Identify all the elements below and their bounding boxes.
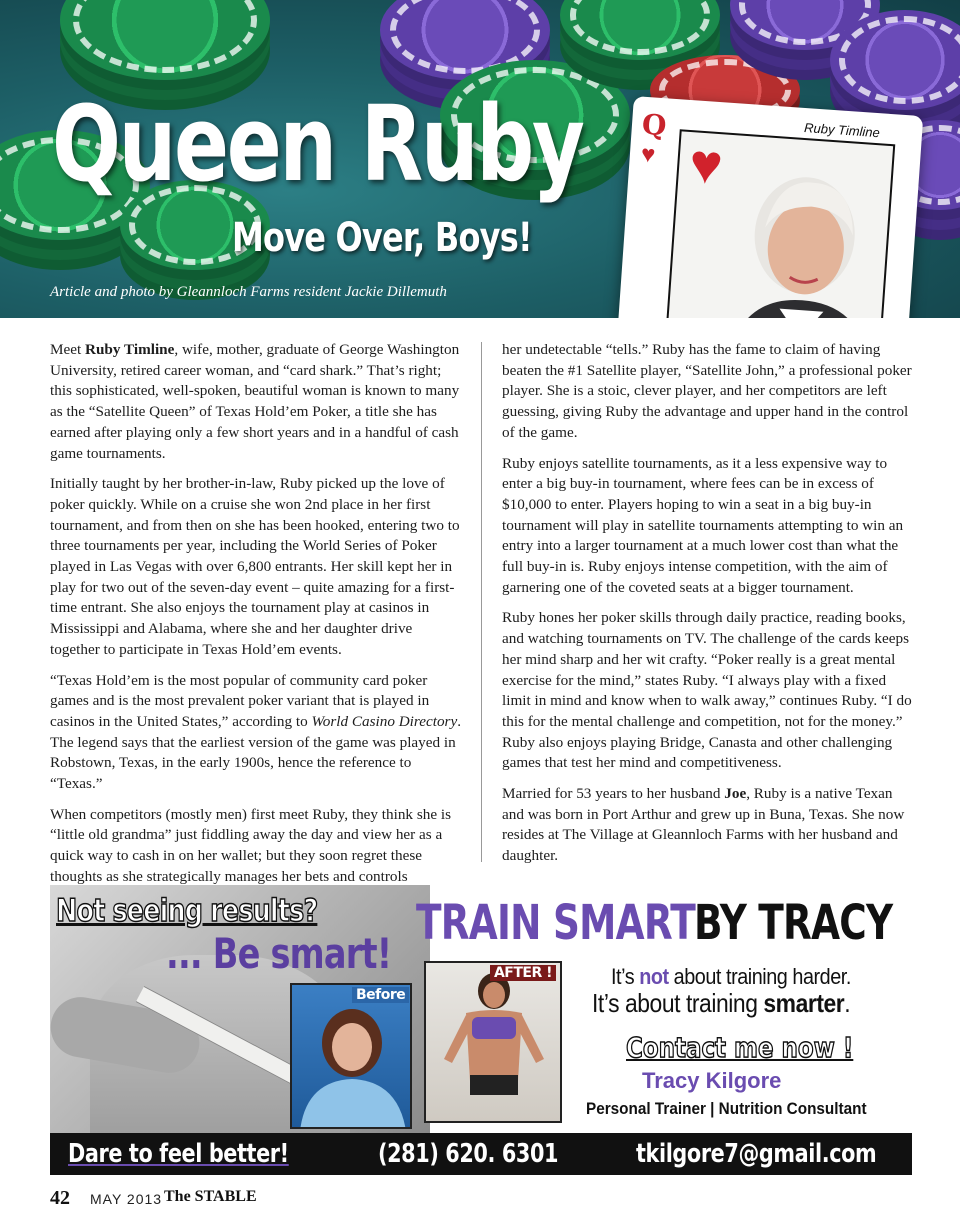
before-woman-image (292, 985, 412, 1129)
ad-subheadline: ... Be smart! (166, 929, 392, 978)
after-photo (424, 961, 562, 1123)
poker-chip-green (560, 0, 720, 60)
ad-slogan: Dare to feel better! (68, 1139, 289, 1169)
advertisement-train-smart (50, 885, 912, 1175)
article-byline: Article and photo by Gleannloch Farms resident Jackie Dillemuth (50, 284, 447, 300)
article-column-right (502, 340, 914, 877)
card-portrait-frame (664, 129, 896, 318)
ad-tagline-smarter: It’s about training smarter. (592, 988, 851, 1018)
ad-contact-bar (50, 1133, 912, 1175)
card-suit-heart-icon: ♥ (640, 141, 657, 169)
ad-title-by-tracy: BY TRACY (694, 895, 893, 951)
page-number: 42 (50, 1187, 70, 1209)
poker-chip-green (60, 0, 270, 80)
after-label: AFTER ! (490, 965, 556, 981)
paragraph: “Texas Hold’em is the most popular of community card poker games and is the most prevalent poker variant that is played in casinos in the United States,” according to World Casino Directory. The legend says that the earliest version of the game was played in Robstown, Texas, in the early 1900s, hence the reference to “Texas.” (50, 671, 461, 793)
ad-email: tkilgore7@gmail.com (636, 1139, 877, 1169)
ad-title-train-smart: TRAIN SMART (416, 895, 695, 951)
article-subtitle: Move Over, Boys! (232, 215, 532, 261)
card-rank: Q (640, 107, 668, 143)
article-title: Queen Ruby (52, 83, 583, 205)
ruby-portrait-photo (706, 154, 890, 318)
large-heart-icon: ♥ (687, 133, 725, 198)
source-title: World Casino Directory (311, 712, 458, 730)
paragraph: Initially taught by her brother-in-law, Ruby picked up the love of poker quickly. While on a cruise she won 2nd place in her first tournament, and from then on she has been hooked, entering two to three tournaments per year, including the World Series of Poker played in Las Vegas with over 6,800 entrants. Her skill kept her in play for two out of the seven-day event – quite amazing for a first-time entrant. She also enjoys the tournament play at casinos in Mississippi and Alabama, where she and her daughter drive together to participate in Texas Hold’em events. (50, 475, 460, 658)
paragraph: Ruby enjoys satellite tournaments, as it a less expensive way to enter a big buy-in tournament, where fees can be in excess of $10,000 to enter. Players hoping to win a seat in a big buy-in tournament will play in satellite tournaments attempting to win an entry into a larger tournament at a much lower cost than what the full buy-in is. Ruby enjoys intense competition, with the aim of garnering one of the coveted seats at a bigger tournament. (502, 454, 904, 596)
column-divider (481, 342, 482, 862)
after-woman-image (426, 963, 562, 1123)
ad-headline: Not seeing results? (56, 893, 318, 929)
article-column-left (50, 340, 462, 898)
hero-banner (0, 0, 960, 318)
ad-contact-cta: Contact me now ! (626, 1031, 854, 1064)
paragraph: her undetectable “tells.” Ruby has the fame to claim of having beaten the #1 Satellite player, “Satellite John,” a professional poker player. She is a stoic, clever player, and her competitors are left guessing, giving Ruby the advantage and upper hand in the control of the game. (502, 341, 912, 441)
name-ruby-timline: Ruby Timline (85, 341, 175, 358)
paragraph: Ruby hones her poker skills through daily practice, reading books, and watching tournaments on TV. The challenge of the cards keeps her mind sharp and her wit crafty. “Poker really is a great mental exercise for the mind,” states Ruby. “I always play with a fixed limit in mind and know when to walk away,” continues Ruby. “I do this for the mental challenge and competition, not for the money.” Ruby also enjoys playing Bridge, Canasta and other challenging games that test her mind and competitiveness. (502, 609, 912, 772)
trainer-name: Tracy Kilgore (642, 1068, 782, 1093)
ad-tagline-not-harder: It’s not about training harder. (611, 964, 851, 989)
issue-date: MAY 2013 (90, 1191, 163, 1207)
magazine-name: The STABLE (164, 1188, 257, 1205)
before-photo (290, 983, 412, 1129)
queen-playing-card (616, 96, 923, 318)
before-label: Before (352, 987, 409, 1003)
ad-phone: (281) 620. 6301 (378, 1139, 559, 1169)
paragraph: When competitors (mostly men) first meet Ruby, they think she is “little old grandma” just fiddling away the day and view her as a quick way to cash in on her wallet; but they soon regret these thoughts as she strategically manages her bets and controls (50, 805, 451, 885)
name-joe: Joe (724, 785, 747, 803)
trainer-role: Personal Trainer | Nutrition Consultant (586, 1099, 867, 1118)
card-caption-name: Ruby Timline (803, 119, 881, 141)
poker-chip-purple (830, 10, 960, 110)
paragraph: Meet Ruby Timline, wife, mother, graduate of George Washington University, retired career woman, and “card shark.” That’s right; this sophisticated, well-spoken, beautiful woman is known to many as the “Satellite Queen” of Texas Hold’em Poker, a title she has earned after playing only a few short years and in a handful of cash game tournaments. (50, 341, 460, 462)
paragraph: Married for 53 years to her husband Joe, Ruby is a native Texan and was born in Port Arthur and grew up in Buna, Texas. She now resides at The Village at Gleannloch Farms with her husband and daughter. (502, 785, 905, 865)
